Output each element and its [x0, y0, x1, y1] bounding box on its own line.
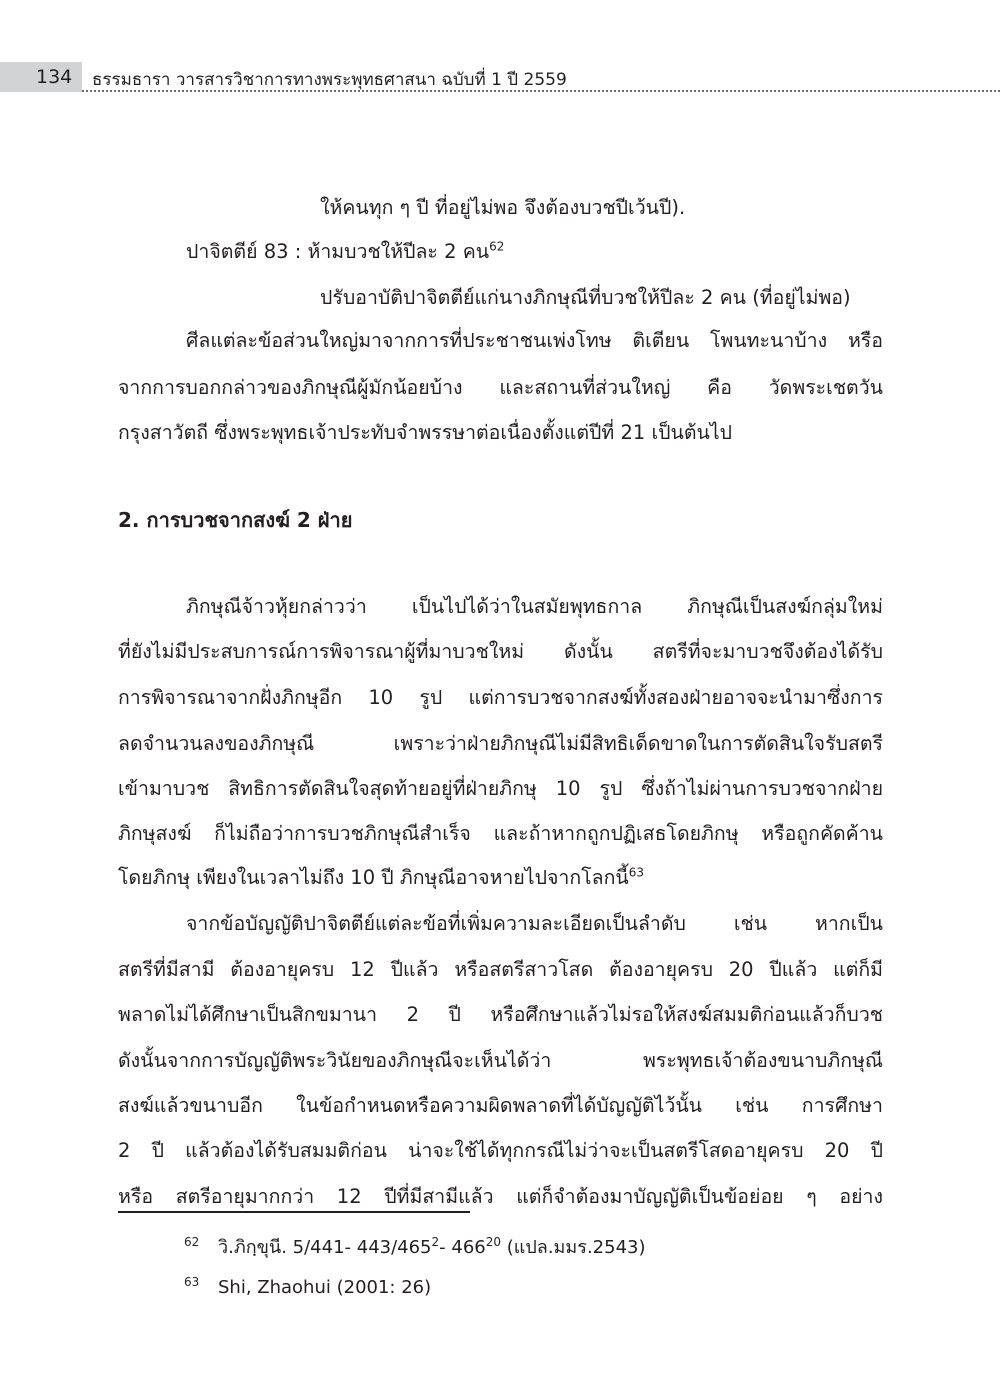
- para2-line-4: ดังนั้นจากการบัญญัติพระวินัยของภิกษุณีจะเห็นได้ว่า พระพุทธเจ้าต้องขนาบภิกษุณี: [118, 1049, 883, 1072]
- para2-line-5: สงฆ์แล้วขนาบอีก ในข้อกำหนดหรือความผิดพลาดที่ได้บัญญัติไว้นั้น เช่น การศึกษา: [118, 1094, 883, 1117]
- rule-label: ปาจิตตีย์ 83 :: [186, 240, 302, 263]
- footnote-text: (แปล.มมร.2543): [501, 1237, 646, 1258]
- rule-detail: ปรับอาบัติปาจิตตีย์แก่นางภิกษุณีที่บวชให้ปีละ 2 คน (ที่อยู่ไม่พอ): [320, 286, 851, 309]
- para1-line-4: ลดจำนวนลงของภิกษุณี เพราะว่าฝ่ายภิกษุณีไม่มีสิทธิเด็ดขาดในการตัดสินใจรับสตรี: [118, 732, 883, 755]
- para1-last-text: โดยภิกษุ เพียงในเวลาไม่ถึง 10 ปี ภิกษุณีอาจหายไปจากโลกนี้: [118, 866, 629, 889]
- page-number-box: [0, 62, 82, 92]
- para1-line-3: การพิจารณาจากฝั่งภิกษุอีก 10 รูป แต่การบวชจากสงฆ์ทั้งสองฝ่ายอาจจะนำมาซึ่งการ: [118, 686, 883, 709]
- para2-line-6: 2 ปี แล้วต้องได้รับสมมติก่อน น่าจะใช้ได้ทุกกรณีไม่ว่าจะเป็นสตรีโสดอายุครบ 20 ปี: [118, 1139, 883, 1162]
- intro-para-line-3: กรุงสาวัตถี ซึ่งพระพุทธเจ้าประทับจำพรรษาต่อเนื่องตั้งแต่ปีที่ 21 เป็นต้นไป: [118, 421, 733, 444]
- journal-title: ธรรมธารา วารสารวิชาการทางพระพุทธศาสนา ฉบับที่ 1 ปี 2559: [92, 70, 567, 90]
- para2-line-7: หรือ สตรีอายุมากกว่า 12 ปีที่มีสามีแล้ว แต่ก็จำต้องมาบัญญัติเป็นข้อย่อย ๆ อย่าง: [118, 1185, 883, 1208]
- page-number: 134: [36, 66, 73, 88]
- section-heading: 2. การบวชจากสงฆ์ 2 ฝ่าย: [118, 508, 353, 532]
- intro-line-1: ให้คนทุก ๆ ปี ที่อยู่ไม่พอ จึงต้องบวชปีเว้นปี).: [320, 196, 686, 219]
- footnote-text: - 466: [439, 1237, 486, 1258]
- intro-para-line-1: ศีลแต่ละข้อส่วนใหญ่มาจากการที่ประชาชนเพ่งโทษ ติเตียน โพนทะนาบ้าง หรือ: [186, 329, 883, 352]
- footnote-text: วิ.ภิกฺขุนี. 5/441- 443/465: [218, 1237, 432, 1258]
- footnote-63: 63 Shi, Zhaohui (2001: 26): [184, 1275, 432, 1298]
- footnote-separator: [118, 1211, 470, 1213]
- footnote-62: 62 วิ.ภิกฺขุนี. 5/441- $443/465^2-$ $466^{20}$ (แปล.มมร.2543): [184, 1235, 646, 1258]
- para2-line-2: สตรีที่มีสามี ต้องอายุครบ 12 ปีแล้ว หรือสตรีสาวโสด ต้องอายุครบ 20 ปีแล้ว แต่ก็มี: [118, 958, 883, 981]
- footnote-text: Shi, Zhaohui (2001: 26): [218, 1277, 432, 1298]
- header-dotted-rule: [82, 90, 1000, 92]
- para1-line-1: ภิกษุณีจ้าวหุ้ยกล่าวว่า เป็นไปได้ว่าในสมัยพุทธกาล ภิกษุณีเป็นสงฆ์กลุ่มใหม่: [186, 595, 883, 618]
- para1-line-6: ภิกษุสงฆ์ ก็ไม่ถือว่าการบวชภิกษุณีสำเร็จ และถ้าหากถูกปฏิเสธโดยภิกษุ หรือถูกคัดค้าน: [118, 822, 883, 845]
- para1-line-5: เข้ามาบวช สิทธิการตัดสินใจสุดท้ายอยู่ที่ฝ่ายภิกษุ 10 รูป ซึ่งถ้าไม่ผ่านการบวชจากฝ่าย: [118, 777, 883, 800]
- footnote-superscript: 2: [431, 1235, 440, 1249]
- para2-line-1: จากข้อบัญญัติปาจิตตีย์แต่ละข้อที่เพิ่มความละเอียดเป็นลำดับ เช่น หากเป็น: [186, 912, 883, 935]
- para1-line-7: [118, 863, 644, 893]
- intro-para-line-2: จากการบอกกล่าวของภิกษุณีผู้มักน้อยบ้าง และสถานที่ส่วนใหญ่ คือ วัดพระเชตวัน: [118, 376, 883, 399]
- rule-line: [186, 237, 504, 267]
- para2-line-3: พลาดไม่ได้ศึกษาเป็นสิกขมานา 2 ปี หรือศึกษาแล้วไม่รอให้สงฆ์สมมติก่อนแล้วก็บวช: [118, 1003, 883, 1026]
- footnote-superscript: 20: [485, 1235, 502, 1249]
- rule-text: ห้ามบวชให้ปีละ 2 คน: [307, 240, 490, 263]
- footnote-ref-62[interactable]: 62: [489, 239, 505, 254]
- running-header: [0, 62, 1000, 94]
- footnote-ref-63[interactable]: 63: [628, 865, 645, 880]
- para1-line-2: ที่ยังไม่มีประสบการณ์การพิจารณาผู้ที่มาบวชใหม่ ดังนั้น สตรีที่จะมาบวชจึงต้องได้รับ: [118, 640, 883, 663]
